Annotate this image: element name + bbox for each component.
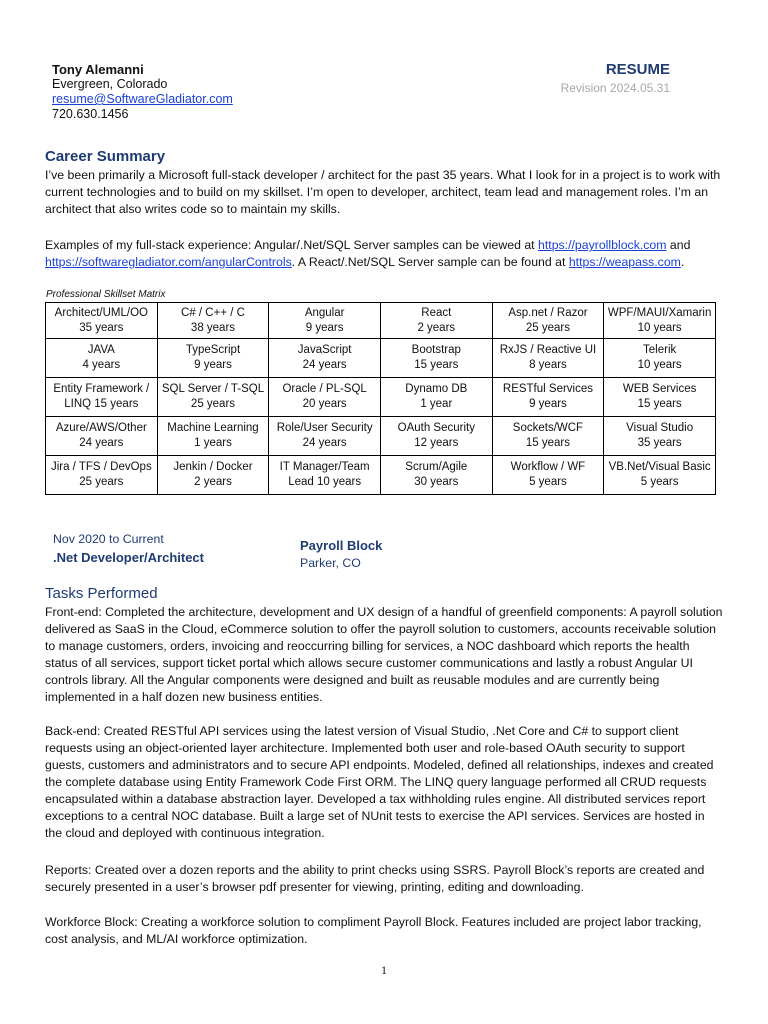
examples-intro: Examples of my full-stack experience: Angular/.Net/SQL Server samples can be viewed at [45,238,539,252]
skills-row [46,417,716,456]
skill-name: OAuth Security [397,422,475,434]
skill-name: RxJS / Reactive UI [499,344,597,356]
frontend-paragraph: Front-end: Completed the architecture, development and UX design of a handful of greenfield components: A payroll solution delivered as SaaS in the Cloud, eCommerce solution to offer the payroll solution to customers, accounts receivable solution to manage customers, orders, invoicing and reoccurring billing for services, a NOC dashboard which reports the health status of all services, support ticket portal which allows secure customer communications and lastly a robust Angular UI controls library. All the Angular components were designed and built as reusable modules and are currently being implemented in a half dozen new business entities. [45,605,723,704]
weapass-link[interactable]: https://weapass.com [568,255,681,269]
skill-years: 2 years [194,476,232,488]
skill-name: Oracle / PL-SQL [282,383,367,395]
examples-and: and [666,238,691,252]
skills-row [46,378,716,417]
examples-end: . [680,255,685,269]
document-title: RESUME [605,61,670,78]
skill-years: 10 years [637,359,682,371]
skills-row [46,303,716,339]
skill-years: 15 years [637,398,682,410]
skill-name: Role/User Security [276,422,373,434]
skill-name: Entity Framework / [53,383,150,395]
skill-years: 4 years [82,359,121,371]
skill-cell [269,456,381,495]
skill-years: 15 years [525,437,570,449]
skill-name: Angular [304,306,345,319]
skill-years: 1 years [194,437,232,449]
skill-name: C# / C++ / C [181,306,245,319]
candidate-location: Evergreen, Colorado [52,77,168,91]
skill-cell [380,339,492,378]
skill-name: Sockets/WCF [512,422,584,434]
skills-matrix-caption: Professional Skillset Matrix [46,289,166,300]
skill-cell [380,303,492,339]
skill-name: Architect/UML/OO [54,306,148,319]
skill-cell [46,456,158,495]
skill-years: 35 years [79,321,124,334]
skill-name: React [421,306,452,319]
skill-years: 25 years [525,321,570,334]
skill-name: WEB Services [622,383,697,395]
skill-name: Jira / TFS / DevOps [50,461,152,473]
skill-cell [157,339,269,378]
skill-cell [380,456,492,495]
skill-name: JAVA [87,344,115,356]
skill-years: 2 years [417,321,456,334]
skill-cell [157,417,269,456]
skill-name: WPF/MAUI/Xamarin [607,306,712,319]
page-number: 1 [381,963,387,977]
skill-years: 8 years [529,359,567,371]
reports-paragraph: Reports: Created over a dozen reports and the ability to print checks using SSRS. Payroll Block’s reports are created and securely presented in a user’s browser pdf presenter for viewing, printing, editing and downloading. [45,863,705,894]
email-link[interactable]: resume@SoftwareGladiator.com [52,92,233,106]
skill-years: 25 years [190,398,236,410]
skill-cell [157,456,269,495]
skill-years: 9 years [529,398,567,410]
skill-years: 9 years [305,321,344,334]
skill-cell [492,339,604,378]
candidate-name: Tony Alemanni [52,62,144,77]
career-summary-heading: Career Summary [45,148,166,165]
skill-name: SQL Server / T-SQL [161,383,265,395]
workforce-paragraph: Workforce Block: Creating a workforce solution to compliment Payroll Block. Features included are project labor tracking, cost analysis, and ML/AI workforce optimization. [45,915,702,946]
job-dates: Nov 2020 to Current [53,532,164,546]
skill-name: Bootstrap [411,344,461,356]
skill-years: 1 year [420,398,453,410]
skill-cell [157,378,269,417]
skill-years: 12 years [414,437,459,449]
career-summary-text: I’ve been primarily a Microsoft full-stack developer / architect for the past 35 years. What I look for in a project is to work with current technologies and to build on my skillset. I’m open to developer, architect, team lead and management roles. I’m an architect that also writes code so to maintain my skills. [45,168,721,216]
skill-name: VB.Net/Visual Basic [608,461,711,473]
skill-cell [604,339,716,378]
backend-paragraph: Back-end: Created RESTful API services using the latest version of Visual Studio, .Net Core and C# to support client requests using an object-oriented layer architecture. Implemented both user and role-based OAuth security to support guests, customers and administrators and to secure API endpoints. Modeled, defined all relationships, indexes and created the complete database using Entity Framework Code First ORM. The LINQ query language performed all CRUD requests encapsulated within a database abstraction layer. Developed a tax withholding rules engine. All distributed services report exceptions to a central NOC database. Built a large set of NUnit tests to exercise the API services. Services are hosted in the cloud and deployed with continuous integration. [45,724,714,840]
candidate-phone: 720.630.1456 [52,107,129,121]
skill-years: 10 years [637,321,682,334]
skills-row [46,456,716,495]
tasks-performed-heading: Tasks Performed [45,585,158,602]
skill-years: 24 years [79,437,124,449]
job-location: Parker, CO [300,556,361,570]
skill-name: Visual Studio [626,422,694,434]
skill-years: 9 years [194,359,232,371]
skill-years: 35 years [637,437,682,449]
skill-cell [380,417,492,456]
skill-years: Lead 10 years [288,476,362,488]
skill-cell [492,456,604,495]
skill-name: RESTful Services [502,383,593,395]
payrollblock-link[interactable]: https://payrollblock.com [538,238,667,252]
skill-name: Dynamo DB [405,383,468,395]
skill-cell [157,303,269,339]
skill-cell [492,378,604,417]
skill-cell [492,417,604,456]
skill-years: 25 years [79,476,124,488]
angular-controls-link[interactable]: https://softwaregladiator.com/angularControls [45,255,292,269]
skill-cell [269,303,381,339]
skill-name: Telerik [643,344,677,356]
skill-cell [46,303,158,339]
contact-block [52,62,233,122]
examples-paragraph [45,237,725,271]
skill-years: 5 years [529,476,567,488]
job-role: .Net Developer/Architect [53,550,204,565]
skills-matrix [45,302,716,495]
job-company: Payroll Block [300,538,383,553]
skill-cell [46,417,158,456]
skill-years: 24 years [302,437,347,449]
skills-matrix-body [46,303,716,495]
skill-cell [269,378,381,417]
skill-cell [380,378,492,417]
skill-years: 15 years [414,359,459,371]
skill-cell [604,456,716,495]
skill-cell [46,339,158,378]
skill-cell [492,303,604,339]
skill-cell [604,303,716,339]
skill-cell [269,339,381,378]
skill-name: TypeScript [185,344,241,356]
skill-years: LINQ 15 years [64,398,139,410]
skill-years: 38 years [190,321,236,334]
skill-years: 5 years [640,476,679,488]
skill-name: Azure/AWS/Other [55,422,147,434]
skill-name: Machine Learning [167,422,259,434]
skill-cell [269,417,381,456]
examples-mid: . A React/.Net/SQL Server sample can be found at [291,255,569,269]
skill-years: 24 years [302,359,347,371]
skill-name: Workflow / WF [510,461,586,473]
skill-name: Scrum/Agile [405,461,468,473]
skill-name: IT Manager/Team [279,461,370,473]
skill-cell [604,378,716,417]
skills-row [46,339,716,378]
skill-cell [46,378,158,417]
skill-years: 30 years [414,476,459,488]
revision-label: Revision 2024.05.31 [560,81,670,95]
skill-cell [604,417,716,456]
skill-years: 20 years [302,398,347,410]
skill-name: Asp.net / Razor [508,306,588,319]
skill-name: JavaScript [297,344,352,356]
skill-name: Jenkin / Docker [173,461,253,473]
